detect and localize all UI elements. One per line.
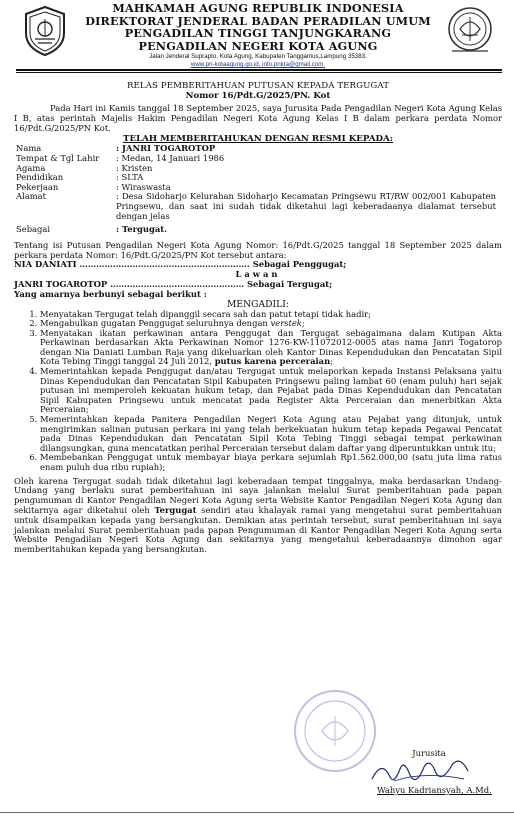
letterhead [14, 0, 502, 78]
closing-paragraph: Oleh karena Tergugat sudah tidak diketahui lagi keberadaan tempat tinggalnya, maka berdasarkan Undang-Undang yang berlaku surat pemberitahuan ini saya jalankan melalui Surat pemberitahuan pada papan pengumuman di Kantor Pengadilan Negeri Kota Agung serta Website Kantor Pengadilan Negeri Kota Agung dan sekitarnya agar diketahui oleh Tergugat sendiri atau khalayak ramai yang mengetahui surat pemberitahuan untuk disampaikan kepada yang bersangkutan. Demikian atas perintah tersebut, surat pemberitahuan ini saya jalankan melalui Surat pemberitahuan pada papan Pengumuman di Kantor Pengadilan Negeri Kota Agung serta Website Pengadilan Negeri Kota Agung dan sekitarnya yang mengetahui keberadaannya dimohon agar memberitahukan kepada yang bersangkutan. [14, 475, 502, 555]
defendant-identity-table [16, 144, 496, 234]
identity-label: Alamat [16, 191, 47, 202]
defendant-religion: : Kristen [116, 162, 153, 173]
footer-divider [0, 812, 514, 813]
verdict-intro: Yang amarnya berbunyi sebagai berikut : [14, 288, 207, 299]
identity-label: Pendidikan [16, 172, 64, 183]
verdict-item: 1. Menyatakan Tergugat telah dipanggil secara sah dan patut tetapi tidak hadir; [40, 310, 502, 320]
defendant-birth: : Medan, 14 Januari 1986 [116, 152, 225, 163]
verdict-heading: MENGADILI: [227, 298, 289, 310]
defendant-education: : SLTA [116, 172, 144, 183]
defendant-role: : Tergugat. [116, 224, 168, 235]
letterhead-divider [16, 69, 502, 71]
versus-label: Lawan [235, 269, 281, 280]
identity-row [16, 154, 496, 164]
institution-website-link[interactable]: www.pn-kotaagung.go.id, info.pnkta@gmail.com. [190, 61, 326, 68]
identity-label: Pekerjaan [16, 181, 59, 192]
identity-label: Nama [16, 143, 42, 154]
identity-row [16, 164, 496, 174]
document-number: Nomor 16/Pdt.G/2025/PN. Kot [185, 91, 331, 101]
institution-line-4: PENGADILAN NEGERI KOTA AGUNG [138, 38, 378, 53]
plaintiff-line: NIA DANIATI ……………………………………………………. Sebagai Penggugat; [14, 259, 347, 270]
verdict-item: 6. Membebankan Penggugat untuk membayar biaya perkara sejumlah Rp1.562.000,00 (satu juta lima ratus enam puluh dua ribu rupiah); [40, 453, 502, 472]
identity-label: Tempat & Tgl Lahir [16, 152, 100, 163]
identity-row [16, 173, 496, 183]
signature-title: Jurusita [412, 748, 446, 758]
letterhead-divider-thin [16, 72, 502, 73]
identity-row [16, 192, 496, 221]
institution-line-3: PENGADILAN TINGGI TANJUNGKARANG [124, 26, 392, 40]
defendant-name: : JANRI TOGAROTOP [116, 143, 216, 154]
document-title: RELAS PEMBERITAHUAN PUTUSAN KEPADA TERGUGAT [126, 81, 390, 91]
identity-row [16, 225, 496, 235]
defendant-line: JANRI TOGAROTOP ………………………………………… Sebagai Tergugat; [14, 278, 333, 289]
supreme-court-logo-icon [22, 5, 68, 57]
identity-label: Agama [16, 162, 46, 173]
institution-line-2: DIREKTORAT JENDERAL BADAN PERADILAN UMUM [85, 13, 431, 28]
identity-label: Sebagai [16, 224, 51, 235]
defendant-occupation: : Wiraswasta [116, 181, 171, 192]
defendant-address: : Desa Sidoharjo Kelurahan Sidoharjo Kecamatan Pringsewu RT/RW 002/001 Kabupaten Pringsewu, dan saat ini sudah tidak diketahui lagi keberadaanya dialamat tersebut dengan jelas [116, 191, 496, 221]
verdict-item: 2. Mengabulkan gugatan Penggugat seluruhnya dengan verstek; [40, 319, 502, 329]
decision-reference: Tentang isi Putusan Pengadilan Negeri Kota Agung Nomor: 16/Pdt.G/2025 tanggal 18 September 2025 dalam perkara perdata Nomor: 16/Pdt.G/2025/PN Kot tersebut antara: [14, 239, 502, 260]
verdict-item: 4. Memerintahkan kepada Penggugat dan/atau Tergugat untuk melaporkan kepada Instansi Pelaksana yaitu Dinas Kependudukan dan Pencatatan Sipil Kabupaten Pringsewu paling lambat 60 (enam puluh) hari sejak putusan ini memperoleh kekuatan hukum tetap, dan Pejabat pada Dinas Kependudukan dan Pencatatan Sipil Kabupaten Pringsewu untuk mencatat pada Register Akta Perceraian dan menerbitkan Akta Perceraian; [40, 367, 502, 415]
verdict-item: 5. Memerintahkan kepada Panitera Pengadilan Negeri Kota Agung atau Pejabat yang ditunjuk, untuk mengirimkan salinan putusan perkara ini yang telah berkekuatan hukum tetap kepada Pegawai Pencatat pada Dinas Kependudukan dan Pencatatan Sipil Kota Tebing Tinggi sebagai tempat perkawinan dilangsungkan, guna mencatatkan perihal Perceraian tersebut dalam daftar yang diperuntukkan untuk itu; [40, 415, 502, 453]
bailiff-name: Wahyu Kadriansyah, A.Md. [377, 785, 492, 795]
verdict-item: 3. Menyatakan ikatan perkawinan antara Penggugat dan Tergugat sebagaimana dalam Kutipan Akta Perkawinan berdasarkan Akta Perkawinan Nomor 1276-KW-11072012-0005 atas nama Janri Togatorop dengan Nia Daniati Lumban Raja yang dikeluarkan oleh Kantor Dinas Kependudukan dan Pencatatan Sipil Kota Tebing Tinggi tanggal 24 Juli 2012, putus karena perceraian; [40, 329, 502, 367]
signature-block [354, 748, 504, 795]
verdict-list [14, 310, 502, 473]
institution-address: Jalan Jenderal Suprapto, Kota Agung, Kabupaten Tanggamus,Lampung 35383. [149, 53, 367, 60]
institution-line-1: MAHKAMAH AGUNG REPUBLIK INDONESIA [112, 1, 404, 15]
notification-heading: TELAH MEMBERITAHUKAN DENGAN RESMI KEPADA: [122, 134, 394, 145]
court-emblem-icon [446, 5, 494, 57]
intro-paragraph: Pada Hari ini Kamis tanggal 18 September 2025, saya Jurusita Pada Pengadilan Negeri Kota Agung Kelas I B, atas perintah Majelis Hakim Pengadilan Negeri Kota Agung Kelas I B dalam perkara perdata Nomor 16/Pdt.G/2025/PN Kot. [14, 103, 502, 133]
